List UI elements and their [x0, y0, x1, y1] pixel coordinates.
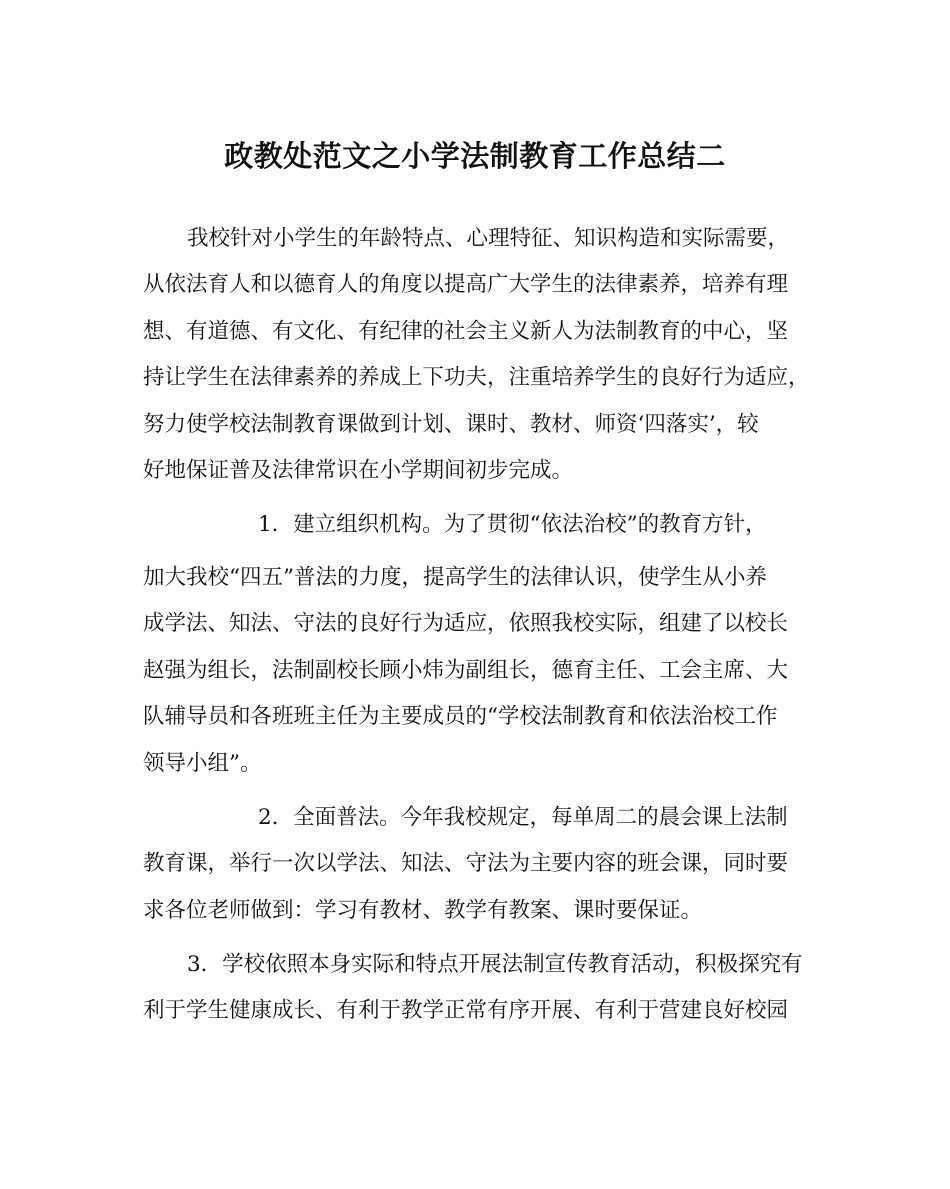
- paragraph-1-line-5: 努力使学校法制教育课做到计划、课时、教材、师资‘四落实’，较: [143, 412, 759, 437]
- paragraph-2-line-1: 1．建立组织机构。为了贯彻“依法治校”的教育方针，: [258, 512, 767, 537]
- paragraph-3-line-1: 2．全面普法。今年我校规定，每单周二的晨会课上法制: [258, 805, 788, 830]
- paragraph-1-line-3: 想、有道德、有文化、有纪律的社会主义新人为法制教育的中心，坚: [143, 319, 789, 344]
- paragraph-4-line-2: 利于学生健康成长、有利于教学正常有序开展、有利于营建良好校园: [143, 998, 789, 1023]
- paragraph-1-line-4: 持让学生在法律素养的养成上下功夫，注重培养学生的良好行为适应，: [143, 365, 810, 390]
- paragraph-2-line-5: 队辅导员和各班班主任为主要成员的“学校法制教育和依法治校工作: [143, 704, 778, 729]
- paragraph-1-line-6: 好地保证普及法律常识在小学期间初步完成。: [143, 458, 574, 483]
- paragraph-4-line-1: 3．学校依照本身实际和特点开展法制宣传教育活动，积极探究有: [187, 952, 803, 977]
- paragraph-2-line-2: 加大我校“四五”普法的力度，提高学生的法律认识，使学生从小养: [143, 565, 767, 590]
- paragraph-3-line-2: 教育课，举行一次以学法、知法、守法为主要内容的班会课，同时要: [143, 851, 789, 876]
- document-title: 政教处范文之小学法制教育工作总结二: [224, 139, 726, 173]
- paragraph-2-line-6: 领导小组”。: [143, 751, 262, 776]
- paragraph-2-line-3: 成学法、知法、守法的良好行为适应，依照我校实际，组建了以校长: [143, 611, 789, 636]
- paragraph-2-line-4: 赵强为组长，法制副校长顾小炜为副组长，德育主任、工会主席、大: [143, 658, 789, 683]
- paragraph-1-line-1: 我校针对小学生的年龄特点、心理特征、知识构造和实际需要，: [187, 226, 790, 251]
- paragraph-1-line-2: 从依法育人和以德育人的角度以提高广大学生的法律素养，培养有理: [143, 272, 789, 297]
- paragraph-3-line-3: 求各位老师做到：学习有教材、教学有教案、课时要保证。: [143, 898, 703, 923]
